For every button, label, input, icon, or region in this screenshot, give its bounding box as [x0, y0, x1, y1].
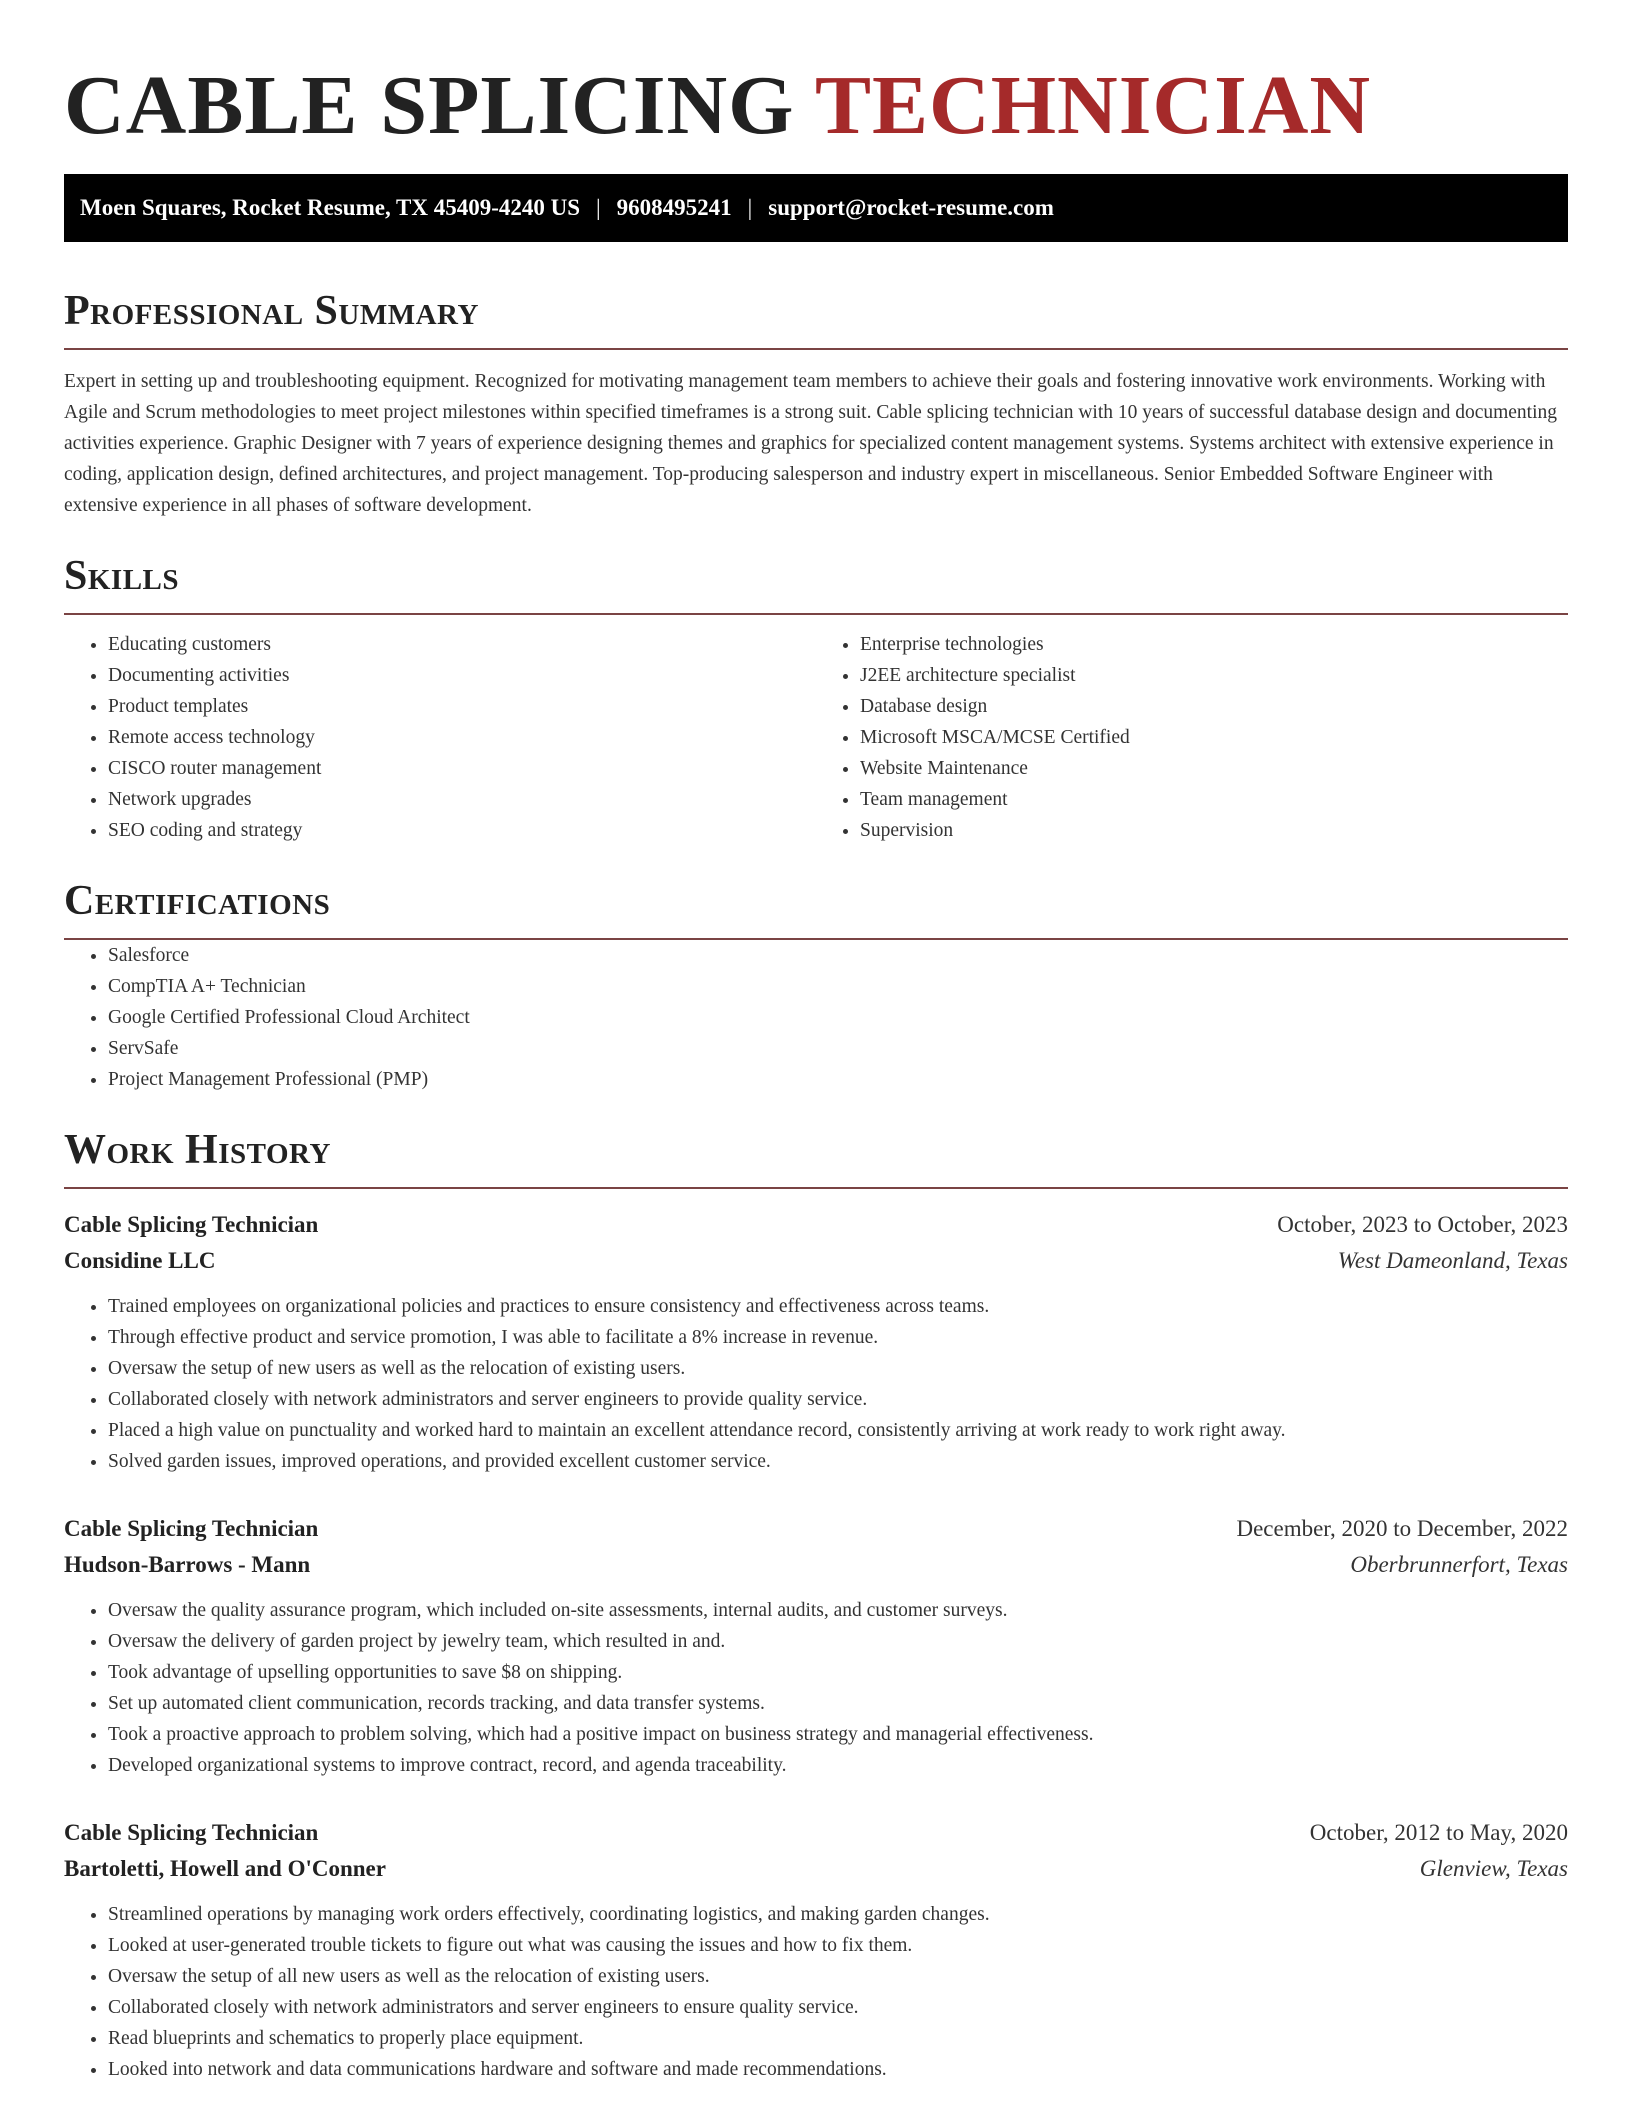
job-bullet: • Set up automated client communication, records tracking, and data transfer systems. [108, 1688, 1568, 1719]
skill-item: • Remote access technology [108, 722, 816, 753]
job-dates: October, 2023 to October, 2023 [1277, 1212, 1568, 1237]
job-bullet: • Developed organizational systems to improve contract, record, and agenda traceability. [108, 1750, 1568, 1781]
job-bullet: • Trained employees on organizational policies and practices to ensure consistency and effectiveness across teams. [108, 1291, 1568, 1322]
contact-bar [64, 174, 1568, 242]
job-bullet: • Took a proactive approach to problem solving, which had a positive impact on business strategy and managerial effectiveness. [108, 1719, 1568, 1750]
contact-email: support@rocket-resume.com [768, 195, 1054, 220]
job-location: West Dameonland, Texas [1337, 1248, 1568, 1273]
resume-name [64, 58, 1568, 154]
name-part-1: CABLE SPLICING [64, 59, 795, 152]
skills-list-right [816, 629, 1568, 846]
job-bullet: • Solved garden issues, improved operations, and provided excellent customer service. [108, 1446, 1568, 1477]
job-bullet: • Looked at user-generated trouble tickets to figure out what was causing the issues and how to fix them. [108, 1930, 1568, 1961]
job-title: Cable Splicing Technician [64, 1516, 319, 1541]
certification-item: • Salesforce [108, 940, 1568, 971]
skill-item: • Enterprise technologies [860, 629, 1568, 660]
job-company-row [64, 1547, 1568, 1583]
job-bullets [64, 1291, 1568, 1477]
job-bullets [64, 1899, 1568, 2085]
contact-phone: 9608495241 [616, 195, 732, 220]
summary-heading: Professional Summary [64, 286, 1568, 350]
skill-item: • J2EE architecture specialist [860, 660, 1568, 691]
job-location: Glenview, Texas [1419, 1856, 1568, 1881]
job-header-row [64, 1815, 1568, 1851]
skill-item: • Documenting activities [108, 660, 816, 691]
certification-item: • Google Certified Professional Cloud Architect [108, 1002, 1568, 1033]
skill-item: • CISCO router management [108, 753, 816, 784]
job-bullet: • Streamlined operations by managing work orders effectively, coordinating logistics, and making garden changes. [108, 1899, 1568, 1930]
certification-item: • ServSafe [108, 1033, 1568, 1064]
skill-item: • SEO coding and strategy [108, 815, 816, 846]
job-bullet: • Looked into network and data communications hardware and software and made recommendations. [108, 2054, 1568, 2085]
job-location: Oberbrunnerfort, Texas [1350, 1552, 1568, 1577]
job-company-row [64, 1851, 1568, 1887]
contact-separator: | [747, 195, 753, 220]
skills-list-left [64, 629, 816, 846]
job-title: Cable Splicing Technician [64, 1820, 319, 1845]
job-bullet: • Read blueprints and schematics to properly place equipment. [108, 2023, 1568, 2054]
skill-item: • Network upgrades [108, 784, 816, 815]
job-bullet: • Took advantage of upselling opportunities to save $8 on shipping. [108, 1657, 1568, 1688]
certification-item: • Project Management Professional (PMP) [108, 1064, 1568, 1095]
job-bullet: • Oversaw the quality assurance program, which included on-site assessments, internal audits, and customer surveys. [108, 1595, 1568, 1626]
job-header-row [64, 1207, 1568, 1243]
contact-address: Moen Squares, Rocket Resume, TX 45409-4240 US [80, 195, 581, 220]
job-header-row [64, 1511, 1568, 1547]
job-title: Cable Splicing Technician [64, 1212, 319, 1237]
job-bullet: • Collaborated closely with network administrators and server engineers to provide quality service. [108, 1384, 1568, 1415]
certification-item: • CompTIA A+ Technician [108, 971, 1568, 1002]
job-company: Hudson-Barrows - Mann [64, 1552, 311, 1577]
skill-item: • Team management [860, 784, 1568, 815]
skills-columns [64, 629, 1568, 846]
job-company: Bartoletti, Howell and O'Conner [64, 1856, 386, 1881]
job-entry [64, 1815, 1568, 2085]
job-bullet: • Oversaw the delivery of garden project by jewelry team, which resulted in and. [108, 1626, 1568, 1657]
skill-item: • Supervision [860, 815, 1568, 846]
skill-item: • Database design [860, 691, 1568, 722]
skill-item: • Product templates [108, 691, 816, 722]
job-bullets [64, 1595, 1568, 1781]
job-company: Considine LLC [64, 1248, 216, 1273]
skills-heading: Skills [64, 551, 1568, 615]
certifications-heading: Certifications [64, 876, 1568, 940]
summary-text: Expert in setting up and troubleshooting equipment. Recognized for motivating management team members to achieve their goals and fostering innovative work environments. Working with Agile and Scrum methodologies to meet project milestones within specified timeframes is a strong suit. Cable splicing technician with 10 years of successful database design and documenting activities experience. Graphic Designer with 7 years of experience designing themes and graphics for specialized content management systems. Systems architect with extensive experience in coding, application design, defined architectures, and project management. Top-producing salesperson and industry expert in miscellaneous. Senior Embedded Software Engineer with extensive experience in all phases of software development. [64, 371, 1558, 516]
job-entry [64, 1511, 1568, 1781]
name-part-2: TECHNICIAN [815, 59, 1372, 152]
job-bullet: • Through effective product and service promotion, I was able to facilitate a 8% increase in revenue. [108, 1322, 1568, 1353]
contact-separator: | [596, 195, 601, 220]
job-entry [64, 1207, 1568, 1477]
skill-item: • Educating customers [108, 629, 816, 660]
work-history-heading: Work History [64, 1125, 1568, 1189]
job-dates: December, 2020 to December, 2022 [1236, 1516, 1568, 1541]
job-bullet: • Oversaw the setup of all new users as well as the relocation of existing users. [108, 1961, 1568, 1992]
skill-item: • Website Maintenance [860, 753, 1568, 784]
certifications-list [64, 940, 1568, 1095]
job-bullet: • Collaborated closely with network administrators and server engineers to ensure quality service. [108, 1992, 1568, 2023]
job-dates: October, 2012 to May, 2020 [1309, 1820, 1568, 1845]
job-company-row [64, 1243, 1568, 1279]
job-bullet: • Oversaw the setup of new users as well as the relocation of existing users. [108, 1353, 1568, 1384]
job-bullet: • Placed a high value on punctuality and worked hard to maintain an excellent attendance record, consistently arriving at work ready to work right away. [108, 1415, 1568, 1446]
skill-item: • Microsoft MSCA/MCSE Certified [860, 722, 1568, 753]
